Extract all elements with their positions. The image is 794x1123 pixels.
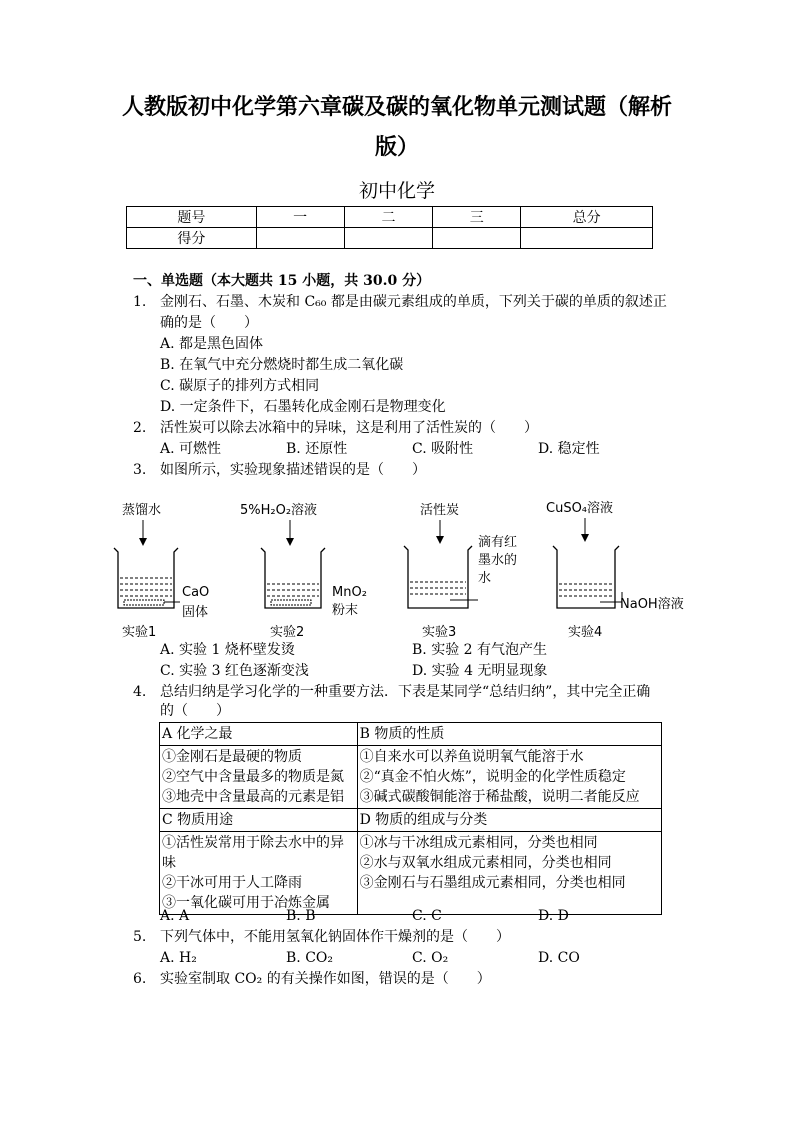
page-title: 人教版初中化学第六章碳及碳的氧化物单元测试题（解析 (121, 94, 672, 120)
option-d: D. 一定条件下，石墨转化成金刚石是物理变化 (160, 399, 446, 415)
exp3-side-label: 水 (478, 571, 492, 586)
score-header-cell: 总分 (521, 207, 653, 228)
beaker (404, 546, 472, 608)
list-item: ①活性炭常用于除去水中的异味 (162, 835, 344, 871)
exp3-caption: 实验3 (422, 625, 457, 640)
exp3-side-label: 滴有红 (478, 535, 518, 550)
cell-b-head: B 物质的性质 (357, 723, 661, 746)
exp1-reagent-label: 蒸馏水 (122, 503, 162, 518)
exp1-caption: 实验1 (122, 625, 157, 640)
question-number: 6. (133, 971, 147, 987)
exp2-side-label: 粉末 (332, 603, 359, 618)
option-a: A. H₂ (160, 950, 197, 966)
exp2-reagent-label: 5%H₂O₂溶液 (240, 503, 318, 518)
option-b: B. 还原性 (286, 441, 348, 457)
cell-c-head: C 物质用途 (160, 809, 358, 832)
question-number: 4. (133, 684, 147, 700)
question-stem: 的（ ） (160, 703, 230, 719)
option-d: D. 稳定性 (538, 441, 600, 457)
list-item: ③金刚石与石墨组成元素相同，分类也相同 (359, 875, 626, 891)
list-item: ③一氧化碳可用于冶炼金属 (162, 895, 330, 911)
question-stem: 下列气体中，不能用氢氧化钠固体作干燥剂的是（ ） (160, 929, 510, 945)
option-b: B. 在氧气中充分燃烧时都生成二氧化碳 (160, 357, 404, 373)
score-cell (433, 228, 521, 249)
summary-table-row (160, 746, 662, 809)
option-b: B. B (286, 908, 316, 924)
question-stem: 确的是（ ） (160, 315, 258, 331)
question-stem: 如图所示，实验现象描述错误的是（ ） (160, 462, 426, 478)
experiment-figure (110, 496, 700, 642)
score-header-cell: 一 (256, 207, 344, 228)
list-item: ①金刚石是最硬的物质 (162, 749, 302, 765)
experiment-4 (546, 500, 684, 640)
list-item: ①自来水可以养鱼说明氧气能溶于水 (359, 749, 584, 765)
option-d: D. CO (538, 950, 580, 966)
list-item: ②干冰可用于人工降雨 (162, 875, 302, 891)
option-a: A. 可燃性 (160, 441, 222, 457)
cell-a-head: A 化学之最 (160, 723, 358, 746)
cell-c-items (160, 832, 358, 915)
question-number: 1. (133, 294, 147, 310)
question-number: 5. (133, 929, 147, 945)
question-stem: 活性炭可以除去冰箱中的异味，这是利用了活性炭的（ ） (160, 420, 538, 436)
score-header-cell: 三 (433, 207, 521, 228)
option-c: C. 实验 3 红色逐渐变浅 (160, 663, 309, 679)
list-item: ②“真金不怕火炼”，说明金的化学性质稳定 (359, 769, 626, 785)
option-c: C. 碳原子的排列方式相同 (160, 378, 320, 394)
list-item: ③碱式碳酸铜能溶于稀盐酸，说明二者能反应 (359, 789, 640, 805)
option-a: A. 实验 1 烧杯壁发烫 (160, 642, 295, 658)
summary-table-row (160, 832, 662, 915)
list-item: ③地壳中含量最高的元素是铝 (162, 789, 344, 805)
score-cell (521, 228, 653, 249)
exp2-side-label: MnO₂ (332, 585, 367, 600)
question-stem: 金刚石、石墨、木炭和 C₆₀ 都是由碳元素组成的单质，下列关于碳的单质的叙述正 (160, 294, 667, 310)
option-d: D. 实验 4 无明显现象 (412, 663, 548, 679)
question-stem: 实验室制取 CO₂ 的有关操作如图，错误的是（ ） (160, 971, 491, 987)
exp3-side-label: 墨水的 (478, 553, 518, 568)
exp4-side-label: NaOH溶液 (620, 597, 684, 612)
page-subtitle: 初中化学 (358, 180, 435, 202)
exp2-caption: 实验2 (270, 625, 305, 640)
score-row-label: 得分 (127, 228, 257, 249)
page-title-continued: 版） (374, 134, 419, 160)
cell-d-items (357, 832, 661, 915)
option-c: C. C (412, 908, 442, 924)
score-table-header-row (127, 207, 653, 228)
exp3-reagent-label: 活性炭 (420, 503, 460, 518)
question-stem: 总结归纳是学习化学的一种重要方法．下表是某同学“总结归纳”，其中完全正确 (160, 684, 651, 700)
beaker (261, 548, 325, 608)
option-c: C. 吸附性 (412, 441, 474, 457)
summary-table-row (160, 723, 662, 746)
list-item: ②空气中含量最多的物质是氮 (162, 769, 344, 785)
score-cell (344, 228, 433, 249)
section-heading: 一、单选题（本大题共 15 小题，共 30.0 分） (133, 273, 431, 289)
list-item: ②水与双氧水组成元素相同，分类也相同 (359, 855, 612, 871)
option-a: A. A (160, 908, 190, 924)
question-number: 2. (133, 420, 147, 436)
cell-a-items (160, 746, 358, 809)
score-header-cell: 题号 (127, 207, 257, 228)
question-number: 3. (133, 462, 147, 478)
cell-b-items (357, 746, 661, 809)
option-b: B. 实验 2 有气泡产生 (412, 642, 547, 658)
beaker (553, 546, 619, 608)
option-a: A. 都是黑色固体 (160, 336, 264, 352)
summary-table (159, 722, 662, 915)
score-header-cell: 二 (344, 207, 433, 228)
exp4-reagent-label: CuSO₄溶液 (546, 501, 614, 516)
summary-table-row (160, 809, 662, 832)
experiment-3 (404, 502, 517, 640)
score-cell (256, 228, 344, 249)
exp1-side-label: 固体 (182, 605, 209, 620)
list-item: ①冰与干冰组成元素相同，分类也相同 (359, 835, 598, 851)
exp1-side-label: CaO (182, 585, 210, 600)
cell-d-head: D 物质的组成与分类 (357, 809, 661, 832)
option-b: B. CO₂ (286, 950, 333, 966)
experiment-1 (114, 502, 209, 640)
option-c: C. O₂ (412, 950, 449, 966)
experiment-2 (240, 502, 367, 640)
exp4-caption: 实验4 (568, 625, 603, 640)
option-d: D. D (538, 908, 569, 924)
score-table (126, 206, 653, 249)
score-table-row (127, 228, 653, 249)
